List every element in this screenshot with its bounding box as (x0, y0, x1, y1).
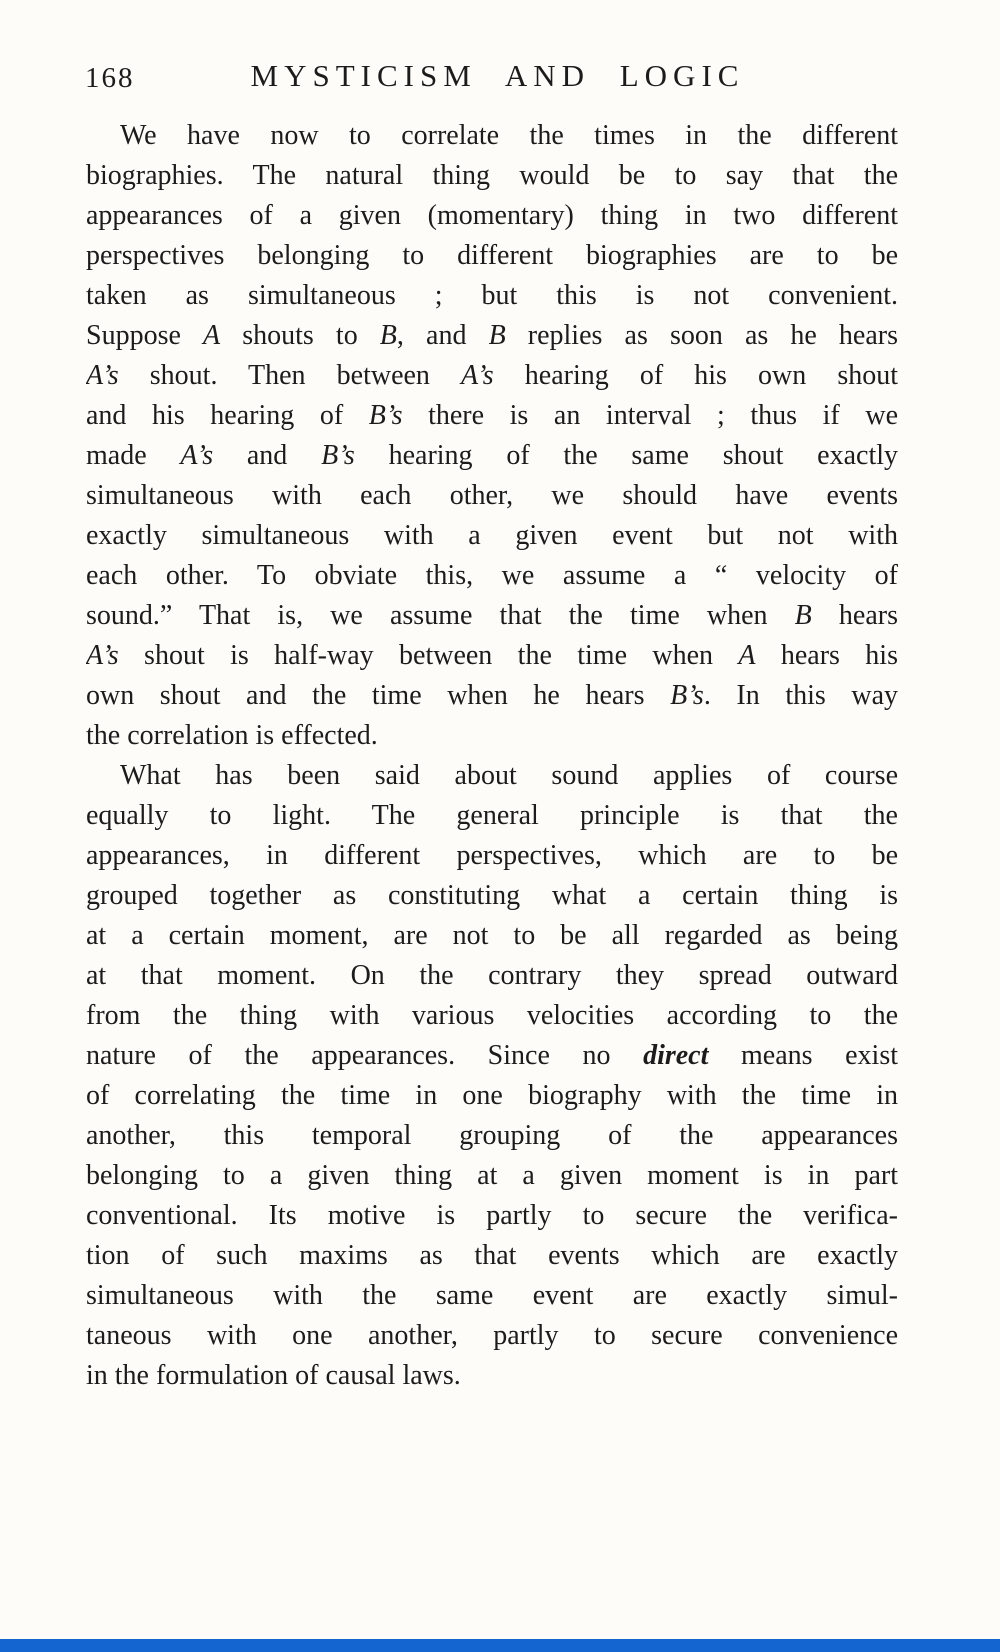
text-segment: means exist (708, 1040, 898, 1071)
text-segment: at a certain moment, are not to be all regarded as being (86, 920, 898, 951)
text-segment: in the formulation of causal laws. (86, 1360, 461, 1391)
text-segment: shout is half-way between the time when (118, 640, 739, 671)
text-line (86, 596, 898, 636)
text-line (86, 916, 898, 956)
text-segment: the correlation is effected. (86, 720, 378, 751)
text-line (86, 556, 898, 596)
text-segment: conventional. Its motive is partly to secure the verifica- (86, 1200, 898, 1231)
text-line (86, 116, 898, 156)
text-segment: taken as simultaneous ; but this is not convenient. (86, 280, 898, 311)
text-segment: B’s (670, 680, 704, 711)
text-line (86, 396, 898, 436)
text-segment: B (379, 320, 397, 351)
text-segment: Suppose (86, 320, 204, 351)
text-segment: sound.” That is, we assume that the time when (86, 600, 795, 631)
text-segment: A (203, 320, 221, 351)
text-line (86, 276, 898, 316)
text-segment: taneous with one another, partly to secure convenience (86, 1320, 898, 1351)
text-segment: belonging to a given thing at a given moment is in part (86, 1160, 898, 1191)
page-body (86, 116, 898, 1396)
text-segment: A’s (180, 440, 214, 471)
text-segment: appearances, in different perspectives, which are to be (86, 840, 898, 871)
text-line (86, 156, 898, 196)
text-segment: simultaneous with the same event are exactly simul- (86, 1280, 898, 1311)
page-number: 168 (85, 62, 135, 94)
text-segment: B (488, 320, 506, 351)
text-segment: of correlating the time in one biography with the time in (86, 1080, 898, 1111)
text-line (86, 316, 898, 356)
text-line (86, 676, 898, 716)
text-segment: shout. Then between (118, 360, 462, 391)
text-line (86, 1276, 898, 1316)
text-line (86, 356, 898, 396)
text-line (86, 1036, 898, 1076)
text-line (86, 516, 898, 556)
text-line (86, 756, 898, 796)
text-segment: , and (396, 320, 489, 351)
text-segment: grouped together as constituting what a certain thing is (86, 880, 898, 911)
text-segment: B (794, 600, 812, 631)
text-segment: each other. To obviate this, we assume a “ velocity of (86, 560, 898, 591)
text-segment: perspectives belonging to different biographies are to be (86, 240, 898, 271)
bottom-accent-bar (0, 1639, 1000, 1652)
text-line (86, 236, 898, 276)
text-segment: A’s (86, 640, 119, 671)
text-segment: exactly simultaneous with a given event but not with (86, 520, 898, 551)
text-line (86, 436, 898, 476)
text-line (86, 636, 898, 676)
text-line (86, 836, 898, 876)
text-line (86, 1116, 898, 1156)
text-line (86, 876, 898, 916)
text-line (86, 1356, 898, 1396)
running-title: MYSTICISM AND LOGIC (250, 58, 745, 93)
text-segment: replies as soon as he hears (505, 320, 898, 351)
text-segment: B’s (368, 400, 403, 431)
text-segment: there is an interval ; thus if we (402, 400, 898, 431)
text-segment: and (213, 440, 322, 471)
text-segment: . In this way (703, 680, 898, 711)
text-segment: own shout and the time when he hears (86, 680, 671, 711)
text-line (86, 716, 898, 756)
text-segment: A’s (86, 360, 119, 391)
text-line (86, 1236, 898, 1276)
text-line (86, 196, 898, 236)
text-line (86, 1316, 898, 1356)
text-segment: shouts to (220, 320, 380, 351)
text-segment: What has been said about sound applies of course (120, 760, 898, 791)
text-line (86, 796, 898, 836)
text-segment: another, this temporal grouping of the appearances (86, 1120, 898, 1151)
paragraph (86, 116, 898, 756)
text-segment: A’s (461, 360, 494, 391)
text-segment: made (86, 440, 181, 471)
text-line (86, 476, 898, 516)
text-segment: and his hearing of (86, 400, 369, 431)
text-segment: We have now to correlate the times in the different (120, 120, 898, 151)
text-segment: direct (643, 1040, 709, 1071)
text-segment: tion of such maxims as that events which are exactly (86, 1240, 898, 1271)
text-segment: biographies. The natural thing would be to say that the (86, 160, 898, 191)
text-segment: hearing of the same shout exactly (354, 440, 898, 471)
text-segment: hears his (755, 640, 898, 671)
text-line (86, 1076, 898, 1116)
text-segment: equally to light. The general principle is that the (86, 800, 898, 831)
paragraph (86, 756, 898, 1396)
text-segment: from the thing with various velocities according to the (86, 1000, 898, 1031)
text-segment: hears (811, 600, 898, 631)
text-segment: at that moment. On the contrary they spread outward (86, 960, 898, 991)
text-segment: nature of the appearances. Since no (86, 1040, 644, 1071)
text-segment: B’s (321, 440, 355, 471)
text-line (86, 956, 898, 996)
text-segment: A (738, 640, 756, 671)
text-segment: simultaneous with each other, we should have events (86, 480, 898, 511)
text-segment: appearances of a given (momentary) thing in two different (86, 200, 898, 231)
page-header (85, 58, 910, 100)
text-line (86, 996, 898, 1036)
text-line (86, 1156, 898, 1196)
text-segment: hearing of his own shout (493, 360, 898, 391)
text-line (86, 1196, 898, 1236)
